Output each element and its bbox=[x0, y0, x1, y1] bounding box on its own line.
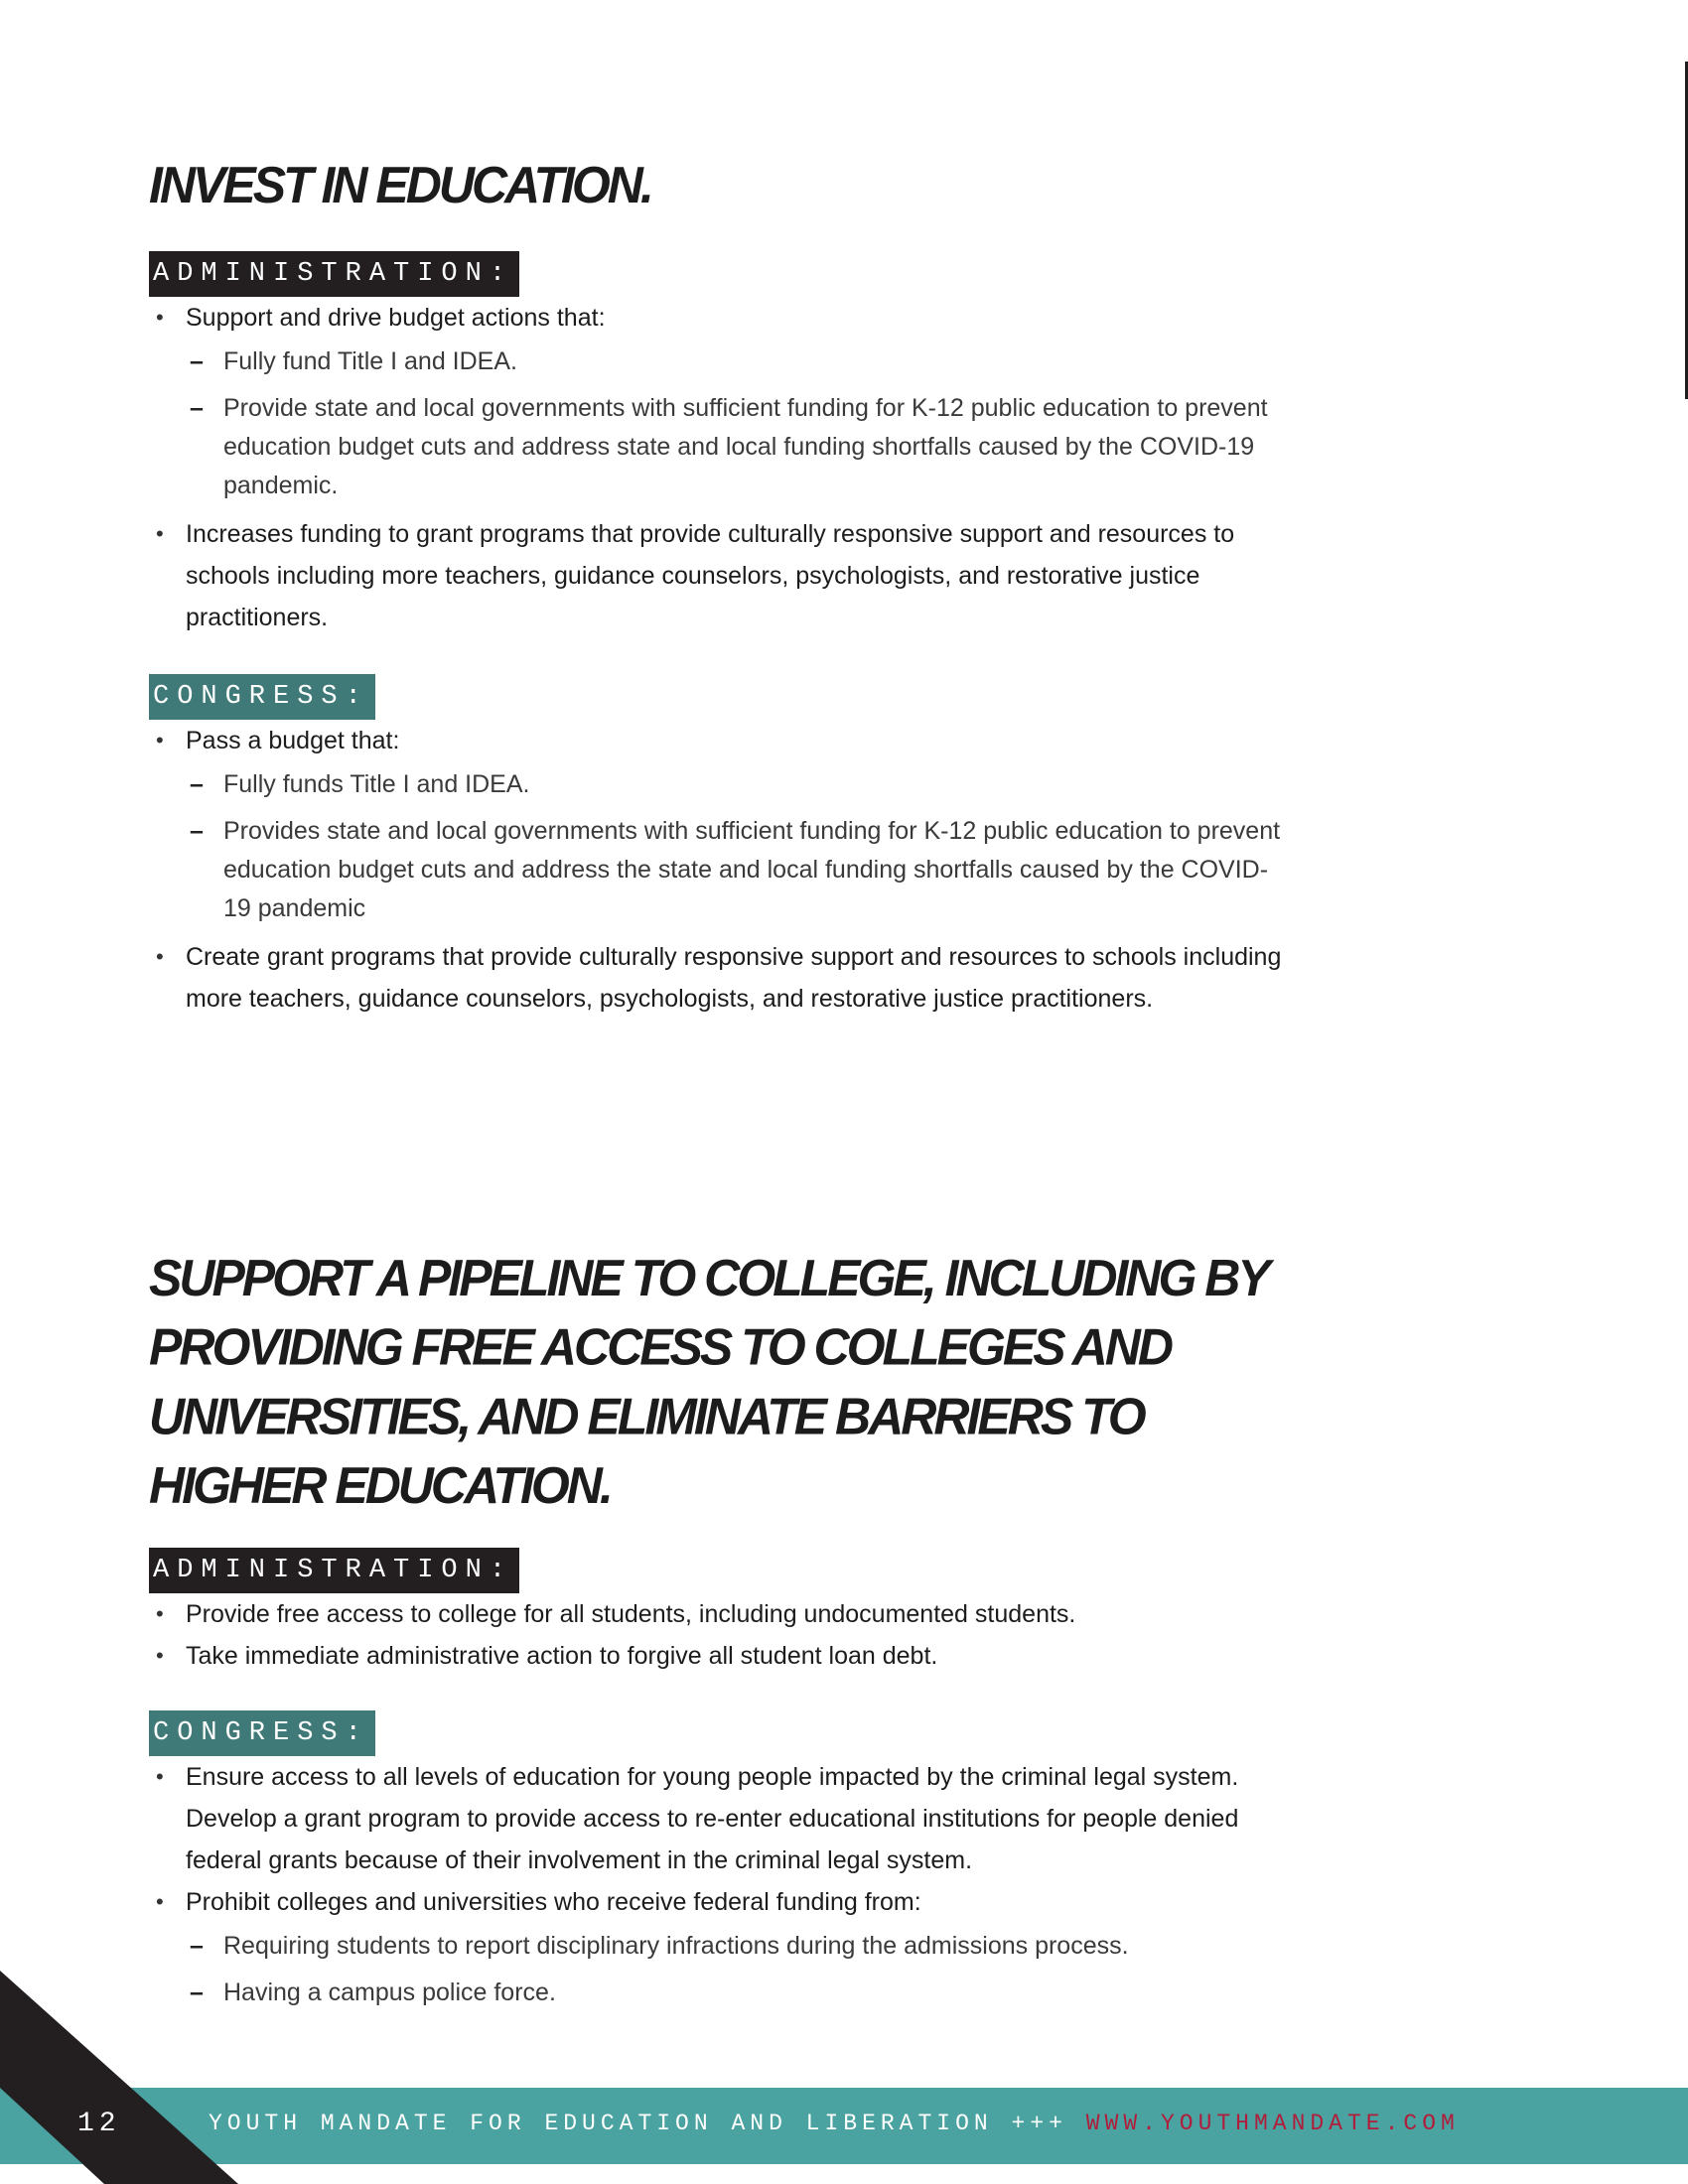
sub-list bbox=[186, 1927, 1291, 2012]
sub-item: – Provide state and local governments with sufficient funding for K-12 public education to prevent education budget cuts and address state and local funding shortfalls caused by the COVID-19 pandemic. bbox=[186, 389, 1291, 505]
congress-list bbox=[149, 720, 1291, 1020]
bullet-item bbox=[149, 1881, 1291, 2012]
section-title: SUPPORT A PIPELINE TO COLLEGE, INCLUDING BY PROVIDING FREE ACCESS TO COLLEGES AND UNIVERSITIES, AND ELIMINATE BARRIERS TO HIGHER EDUCATION. bbox=[149, 1249, 1267, 1515]
sub-item: – Fully fund Title I and IDEA. bbox=[186, 342, 1291, 381]
bullet-text: Ensure access to all levels of education for young people impacted by the criminal legal system. Develop a grant program to provide access to re-enter educational institutions for people denied federal grants because of their involvement in the criminal legal system. bbox=[186, 1763, 1239, 1874]
footer-text bbox=[209, 2111, 1460, 2136]
section-pipeline-to-college bbox=[149, 1244, 1291, 2020]
administration-tag: ADMINISTRATION: bbox=[149, 251, 519, 297]
bullet-text: Create grant programs that provide culturally responsive support and resources to schools including more teachers, guidance counselors, psychologists, and restorative justice practitioners. bbox=[186, 943, 1282, 1013]
bullet-item bbox=[149, 297, 1291, 505]
footer-url-link[interactable]: WWW.YOUTHMANDATE.COM bbox=[1085, 2111, 1460, 2136]
bullet-item bbox=[149, 1593, 1291, 1635]
administration-tag: ADMINISTRATION: bbox=[149, 1548, 519, 1593]
sub-item: – Requiring students to report disciplinary infractions during the admissions process. bbox=[186, 1927, 1291, 1966]
bullet-text: Take immediate administrative action to forgive all student loan debt. bbox=[186, 1642, 938, 1670]
section-invest-in-education bbox=[149, 151, 1291, 1020]
congress-tag: CONGRESS: bbox=[149, 674, 375, 720]
sub-item: – Provides state and local governments with sufficient funding for K-12 public education to prevent education budget cuts and address the state and local funding shortfalls caused by the COVID-19 pandemic bbox=[186, 812, 1291, 928]
bullet-text: Prohibit colleges and universities who receive federal funding from: bbox=[186, 1888, 921, 1916]
sub-item: – Having a campus police force. bbox=[186, 1974, 1291, 2012]
bullet-item bbox=[149, 513, 1291, 638]
sub-item: – Fully funds Title I and IDEA. bbox=[186, 765, 1291, 804]
administration-list bbox=[149, 297, 1291, 638]
page-number: 12 bbox=[77, 2109, 121, 2139]
bullet-text: Support and drive budget actions that: bbox=[186, 304, 606, 332]
bullet-item bbox=[149, 1756, 1291, 1881]
section-title: INVEST IN EDUCATION. bbox=[149, 156, 651, 214]
bullet-text: Increases funding to grant programs that provide culturally responsive support and resources to schools including more teachers, guidance counselors, psychologists, and restorative justice practitioners. bbox=[186, 520, 1235, 631]
footer-org: YOUTH MANDATE FOR EDUCATION AND LIBERATION bbox=[209, 2111, 993, 2136]
bullet-text: Pass a budget that: bbox=[186, 727, 400, 754]
sub-list bbox=[186, 342, 1291, 505]
congress-list bbox=[149, 1756, 1291, 2012]
bullet-text: Provide free access to college for all students, including undocumented students. bbox=[186, 1600, 1076, 1628]
administration-list bbox=[149, 1593, 1291, 1677]
sub-list bbox=[186, 765, 1291, 928]
bullet-item bbox=[149, 720, 1291, 928]
footer-separator: +++ bbox=[1011, 2111, 1067, 2136]
bullet-item bbox=[149, 1635, 1291, 1677]
congress-tag: CONGRESS: bbox=[149, 1710, 375, 1756]
corner-stripe-graphic bbox=[0, 1971, 238, 2184]
bullet-item bbox=[149, 936, 1291, 1020]
